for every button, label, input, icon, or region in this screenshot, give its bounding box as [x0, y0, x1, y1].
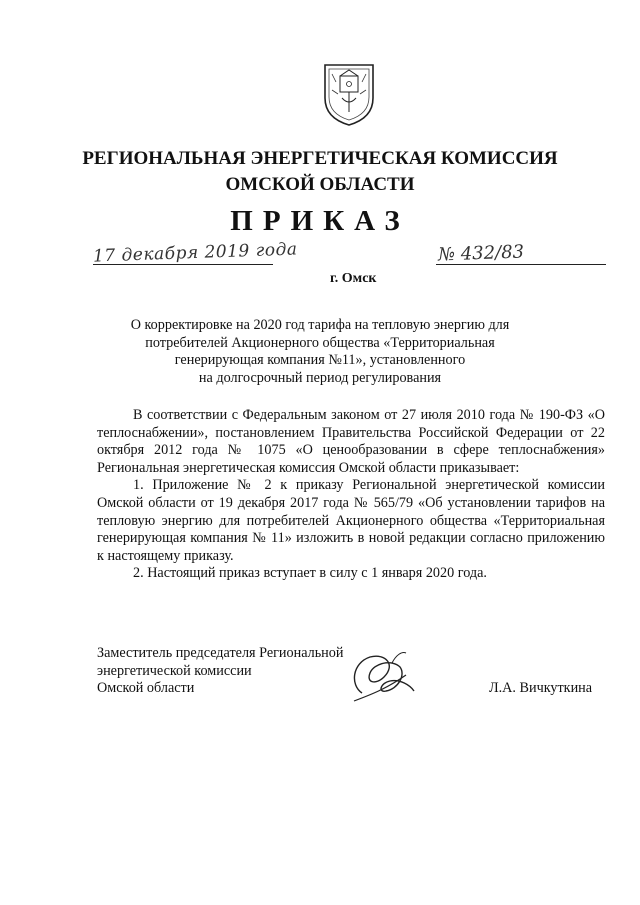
- subject-line: генерирующая компания №11», установленного: [174, 352, 466, 369]
- preamble-paragraph: В соответствии с Федеральным законом от 27 июля 2010 года № 190-ФЗ «О теплоснабжении», постановлением Правительства Российской Федерации от 22 октября 2012 года № 1075 «О ценообразовании в сфере теплоснабжения» Региональная энергетическая комиссия Омской области приказывает:: [97, 407, 605, 476]
- signatory-position: [97, 645, 343, 698]
- date-underline: [93, 264, 273, 265]
- order-item-1: 1. Приложение № 2 к приказу Региональной энергетической комиссии Омской области от 19 декабря 2017 года № 565/79 «Об установлении тарифов на тепловую энергию для потребителей Акционерного общества «Территориальная генерирующая компания № 11» изложить в новой редакции согласно приложению к настоящему приказу.: [97, 477, 605, 564]
- signatory-name: Л.А. Вичкуткина: [489, 680, 593, 696]
- order-body: [97, 407, 605, 583]
- organization-name-line-2: ОМСКОЙ ОБЛАСТИ: [225, 174, 415, 195]
- position-line: Омской области: [97, 680, 195, 697]
- order-subject: [0, 317, 640, 387]
- subject-line: на долгосрочный период регулирования: [198, 369, 442, 386]
- document-type-title: ПРИКАЗ: [230, 205, 410, 237]
- number-underline: [436, 264, 606, 265]
- handwritten-signature-icon: [340, 645, 422, 707]
- position-line: энергетической комиссии: [97, 662, 252, 679]
- city-label: г. Омск: [330, 271, 377, 286]
- subject-line: потребителей Акционерного общества «Территориальная: [145, 334, 495, 351]
- handwritten-order-number: № 432/83: [437, 241, 525, 266]
- handwritten-date: 17 декабря 2019 года: [92, 239, 298, 267]
- subject-line: О корректировке на 2020 год тарифа на тепловую энергию для: [130, 317, 510, 333]
- organization-name-line-1: РЕГИОНАЛЬНАЯ ЭНЕРГЕТИЧЕСКАЯ КОМИССИЯ: [82, 148, 558, 169]
- position-line: Заместитель председателя Региональной: [97, 645, 344, 661]
- omsk-region-coat-of-arms-icon: [322, 62, 376, 128]
- order-item-2: 2. Настоящий приказ вступает в силу с 1 января 2020 года.: [133, 565, 487, 582]
